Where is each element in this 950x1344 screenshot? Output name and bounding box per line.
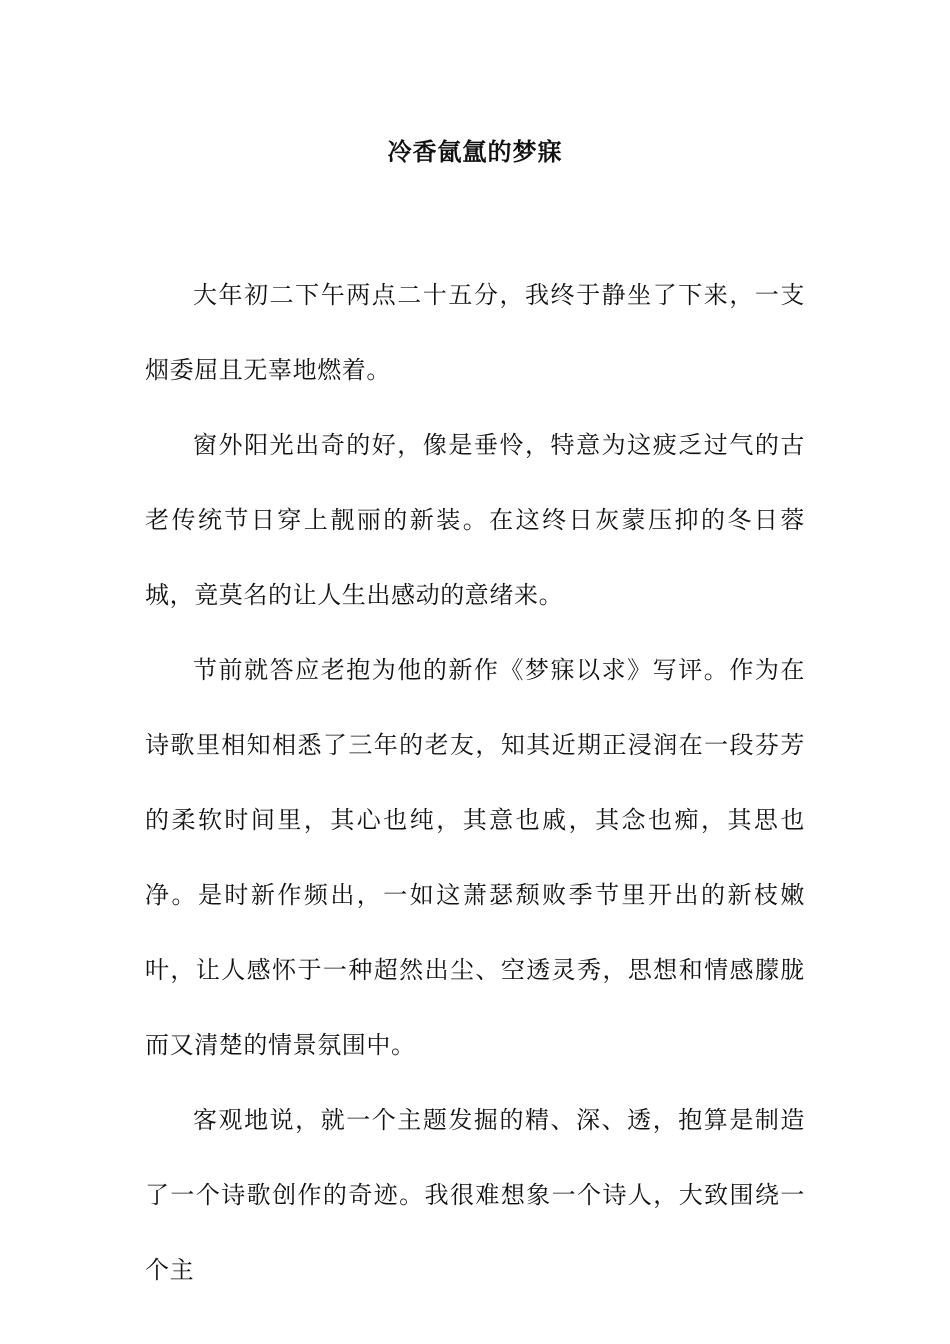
paragraph: 大年初二下午两点二十五分，我终于静坐了下来，一支烟委屈且无辜地燃着。	[145, 281, 805, 384]
document-title: 冷香氤氲的梦寐	[387, 137, 563, 166]
paragraph: 节前就答应老抱为他的新作《梦寐以求》写评。作为在诗歌里相知相悉了三年的老友，知其近期正浸润在一段芬芳的柔软时间里，其心也纯，其意也戚，其念也痴，其思也净。是时新作频出，一如这萧瑟颓败季节里开出的新枝嫩叶，让人感怀于一种超然出尘、空透灵秀，思想和情感朦胧而又清楚的情景氛围中。	[145, 656, 805, 1059]
paragraph: 窗外阳光出奇的好，像是垂怜，特意为这疲乏过气的古老传统节日穿上靓丽的新装。在这终日灰蒙压抑的冬日蓉城，竟莫名的让人生出感动的意绪来。	[145, 431, 805, 609]
document-body	[145, 258, 805, 1308]
paragraph: 客观地说，就一个主题发掘的精、深、透，抱算是制造了一个诗歌创作的奇迹。我很难想象一个诗人，大致围绕一个主	[145, 1106, 805, 1284]
